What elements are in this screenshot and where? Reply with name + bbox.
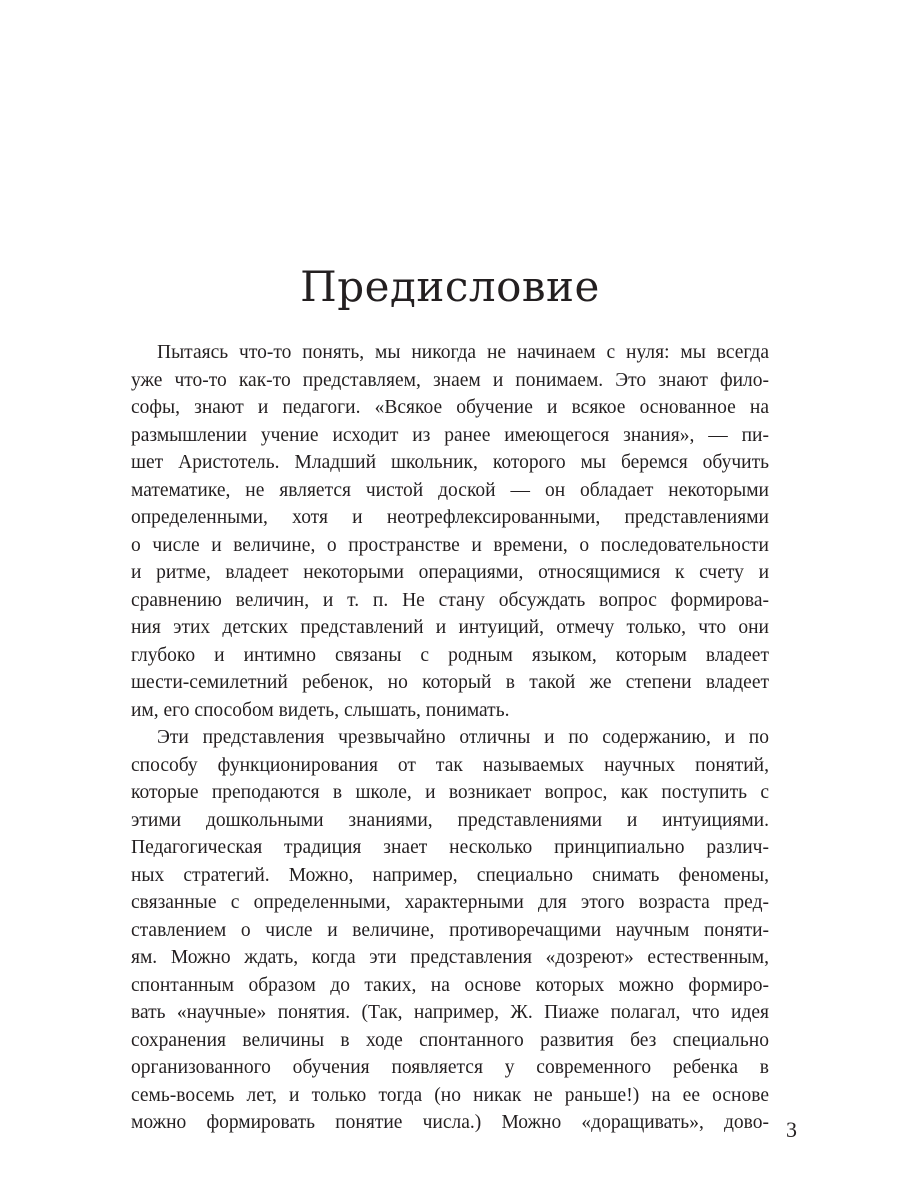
text-line: этими дошкольными знаниями, представлениями и интуициями. bbox=[131, 809, 769, 831]
text-line: софы, знают и педагоги. «Всякое обучение и всякое основанное на bbox=[131, 397, 769, 418]
text-line: ния этих детских представлений и интуиций, отмечу только, что они bbox=[131, 617, 769, 638]
text-line: ных стратегий. Можно, например, специально снимать феномены, bbox=[131, 864, 769, 886]
text-line: связанные с определенными, характерными для этого возраста пред- bbox=[131, 892, 769, 913]
text-line: Педагогическая традиция знает несколько принципиально различ- bbox=[131, 837, 769, 858]
text-line: им, его способом видеть, слышать, понимать. bbox=[131, 699, 510, 721]
text-line: организованного обучения появляется у современного ребенка в bbox=[131, 1057, 769, 1078]
page-title: Предисловие bbox=[300, 262, 600, 311]
text-line: семь-восемь лет, и только тогда (но никак не раньше!) на ее основе bbox=[131, 1084, 769, 1106]
text-line: можно формировать понятие числа.) Можно «доращивать», дово- bbox=[131, 1112, 769, 1133]
text-line: которые преподаются в школе, и возникает вопрос, как поступить с bbox=[131, 782, 769, 803]
text-line: шести-семилетний ребенок, но который в такой же степени владеет bbox=[131, 672, 769, 693]
text-line: определенными, хотя и неотрефлексированными, представлениями bbox=[131, 507, 769, 528]
text-line: математике, не является чистой доской — он обладает некоторыми bbox=[131, 479, 769, 501]
text-line: Пытаясь что-то понять, мы никогда не начинаем с нуля: мы всегда bbox=[157, 342, 769, 363]
text-line: ставлением о числе и величине, противоречащими научным поняти- bbox=[131, 919, 769, 941]
text-line: ям. Можно ждать, когда эти представления «дозреют» естественным, bbox=[131, 947, 769, 968]
page-number: 3 bbox=[786, 1117, 797, 1142]
text-line: вать «научные» понятия. (Так, например, Ж. Пиаже полагал, что идея bbox=[131, 1002, 769, 1023]
text-line: уже что-то как-то представляем, знаем и понимаем. Это знают фило- bbox=[131, 369, 769, 391]
text-line: спонтанным образом до таких, на основе которых можно формиро- bbox=[131, 974, 769, 996]
text-line: о числе и величине, о пространстве и времени, о последовательности bbox=[131, 534, 769, 556]
text-line: размышлении учение исходит из ранее имеющегося знания», — пи- bbox=[131, 424, 769, 446]
body-text bbox=[131, 339, 769, 1137]
text-line: способу функционирования от так называемых научных понятий, bbox=[131, 754, 769, 776]
text-line: сохранения величины в ходе спонтанного развития без специально bbox=[131, 1029, 769, 1051]
text-line: сравнению величин, и т. п. Не стану обсуждать вопрос формирова- bbox=[131, 589, 769, 611]
text-line: и ритме, владеет некоторыми операциями, относящимися к счету и bbox=[131, 562, 769, 583]
text-line: шет Аристотель. Младший школьник, которого мы беремся обучить bbox=[131, 452, 769, 473]
text-line: глубоко и интимно связаны с родным языком, которым владеет bbox=[131, 644, 769, 666]
text-line: Эти представления чрезвычайно отличны и по содержанию, и по bbox=[157, 727, 769, 748]
